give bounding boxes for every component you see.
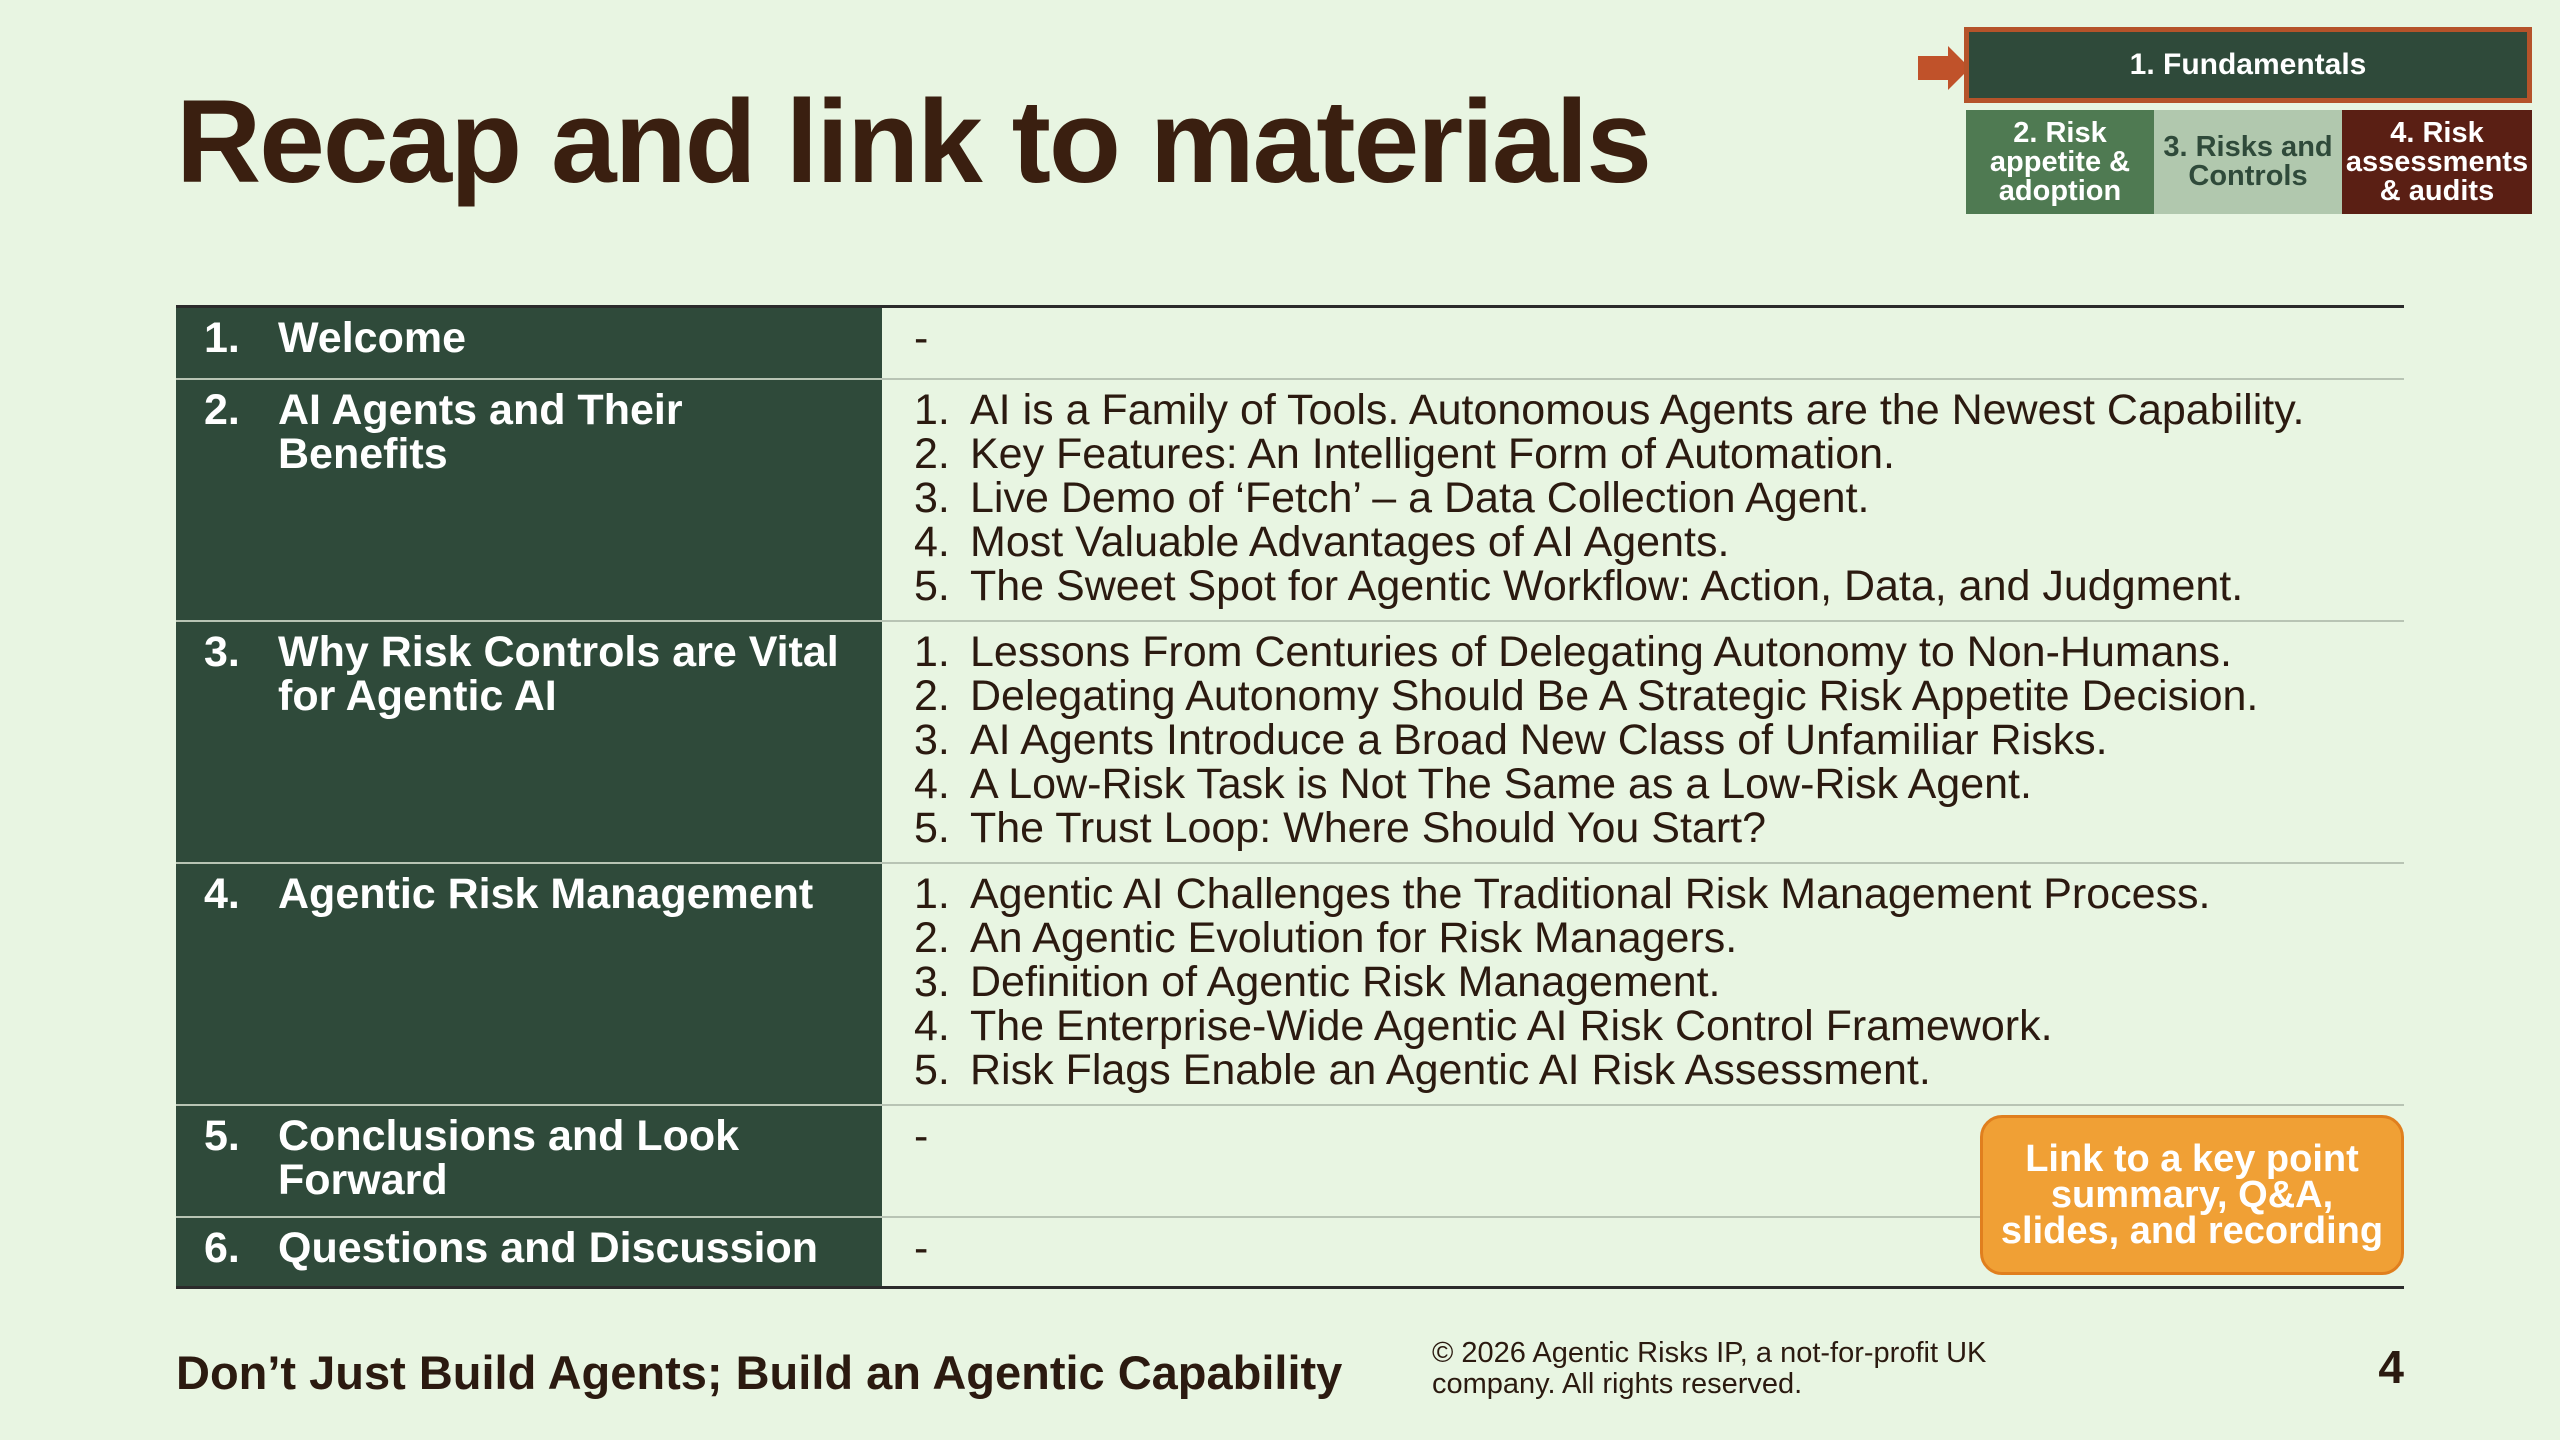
- topic-text: Lessons From Centuries of Delegating Autonomy to Non-Humans.: [970, 628, 2232, 676]
- section-title: Welcome: [278, 314, 466, 362]
- empty-topic-dash: -: [914, 314, 929, 362]
- section-number: 2.: [204, 386, 240, 434]
- topic-number: 2.: [914, 914, 950, 962]
- agenda-row: [176, 862, 2404, 1104]
- nav-current-section[interactable]: 1. Fundamentals: [1964, 27, 2532, 103]
- agenda-topics: [882, 622, 2404, 862]
- section-number: 1.: [204, 314, 240, 362]
- section-number: 6.: [204, 1224, 240, 1272]
- section-number: 3.: [204, 628, 240, 676]
- materials-link-button[interactable]: Link to a key point summary, Q&A, slides, and recording: [1980, 1115, 2404, 1275]
- topic-item: [914, 476, 2404, 520]
- agenda-section: [176, 864, 882, 1104]
- topic-text: An Agentic Evolution for Risk Managers.: [970, 914, 1738, 962]
- topic-number: 5.: [914, 1046, 950, 1094]
- topic-item: [914, 806, 2404, 850]
- topic-text: AI is a Family of Tools. Autonomous Agents are the Newest Capability.: [970, 386, 2305, 434]
- topic-text: The Enterprise-Wide Agentic AI Risk Control Framework.: [970, 1002, 2053, 1050]
- topic-number: 3.: [914, 958, 950, 1006]
- topic-item: [914, 432, 2404, 476]
- topic-item: [914, 762, 2404, 806]
- topic-number: 4.: [914, 1002, 950, 1050]
- topic-text: AI Agents Introduce a Broad New Class of Unfamiliar Risks.: [970, 716, 2108, 764]
- topic-item: [914, 1048, 2404, 1092]
- empty-topic-dash: -: [914, 1224, 929, 1272]
- topic-text: Live Demo of ‘Fetch’ – a Data Collection Agent.: [970, 474, 1870, 522]
- agenda-row: [176, 620, 2404, 862]
- nav-section-4[interactable]: 4. Risk assessments & audits: [2342, 110, 2532, 214]
- topic-number: 3.: [914, 474, 950, 522]
- agenda-topics: [882, 380, 2404, 620]
- copyright-notice: © 2026 Agentic Risks IP, a not-for-profit UK company. All rights reserved.: [1432, 1337, 1987, 1400]
- section-title: Why Risk Controls are Vital for Agentic AI: [278, 628, 839, 720]
- agenda-section: [176, 380, 882, 620]
- topic-number: 5.: [914, 804, 950, 852]
- agenda-topics: [882, 308, 2404, 378]
- topic-item: [914, 564, 2404, 608]
- topic-text: The Sweet Spot for Agentic Workflow: Action, Data, and Judgment.: [970, 562, 2244, 610]
- topic-text: Risk Flags Enable an Agentic AI Risk Assessment.: [970, 1046, 1931, 1094]
- section-title: Agentic Risk Management: [278, 870, 814, 918]
- topic-number: 1.: [914, 386, 950, 434]
- topic-text: Most Valuable Advantages of AI Agents.: [970, 518, 1730, 566]
- topic-text: The Trust Loop: Where Should You Start?: [970, 804, 1767, 852]
- topic-number: 1.: [914, 628, 950, 676]
- topic-text: Key Features: An Intelligent Form of Automation.: [970, 430, 1895, 478]
- slide-title: Recap and link to materials: [176, 76, 1650, 208]
- agenda-topics: [882, 864, 2404, 1104]
- agenda-section: [176, 1106, 882, 1216]
- topic-text: Definition of Agentic Risk Management.: [970, 958, 1721, 1006]
- section-number: 4.: [204, 870, 240, 918]
- agenda-section: [176, 1218, 882, 1286]
- section-title: Questions and Discussion: [278, 1224, 818, 1272]
- agenda-section: [176, 622, 882, 862]
- topic-item: [914, 960, 2404, 1004]
- topic-item: [914, 916, 2404, 960]
- topic-number: 2.: [914, 430, 950, 478]
- nav-section-2[interactable]: 2. Risk appetite & adoption: [1966, 110, 2154, 214]
- topic-text: A Low-Risk Task is Not The Same as a Low-Risk Agent.: [970, 760, 2032, 808]
- topic-number: 4.: [914, 518, 950, 566]
- footer-title: Don’t Just Build Agents; Build an Agentic Capability: [176, 1346, 1343, 1399]
- agenda-row: [176, 378, 2404, 620]
- topic-number: 5.: [914, 562, 950, 610]
- topic-item: [914, 630, 2404, 674]
- section-number: 5.: [204, 1112, 240, 1160]
- section-title: Conclusions and Look Forward: [278, 1112, 740, 1204]
- page-number: 4: [2378, 1341, 2404, 1393]
- nav-section-3[interactable]: 3. Risks and Controls: [2154, 110, 2342, 214]
- topic-item: [914, 718, 2404, 762]
- topic-number: 2.: [914, 672, 950, 720]
- topic-text: Delegating Autonomy Should Be A Strategic Risk Appetite Decision.: [970, 672, 2259, 720]
- agenda-row: [176, 308, 2404, 378]
- topic-item: [914, 674, 2404, 718]
- empty-topic-dash: -: [914, 1112, 929, 1160]
- topic-text: Agentic AI Challenges the Traditional Risk Management Process.: [970, 870, 2211, 918]
- topic-item: [914, 388, 2404, 432]
- topic-item: [914, 520, 2404, 564]
- topic-number: 1.: [914, 870, 950, 918]
- topic-item: [914, 872, 2404, 916]
- section-title: AI Agents and Their Benefits: [278, 386, 683, 478]
- topic-number: 4.: [914, 760, 950, 808]
- topic-item: [914, 1004, 2404, 1048]
- topic-number: 3.: [914, 716, 950, 764]
- agenda-section: [176, 308, 882, 378]
